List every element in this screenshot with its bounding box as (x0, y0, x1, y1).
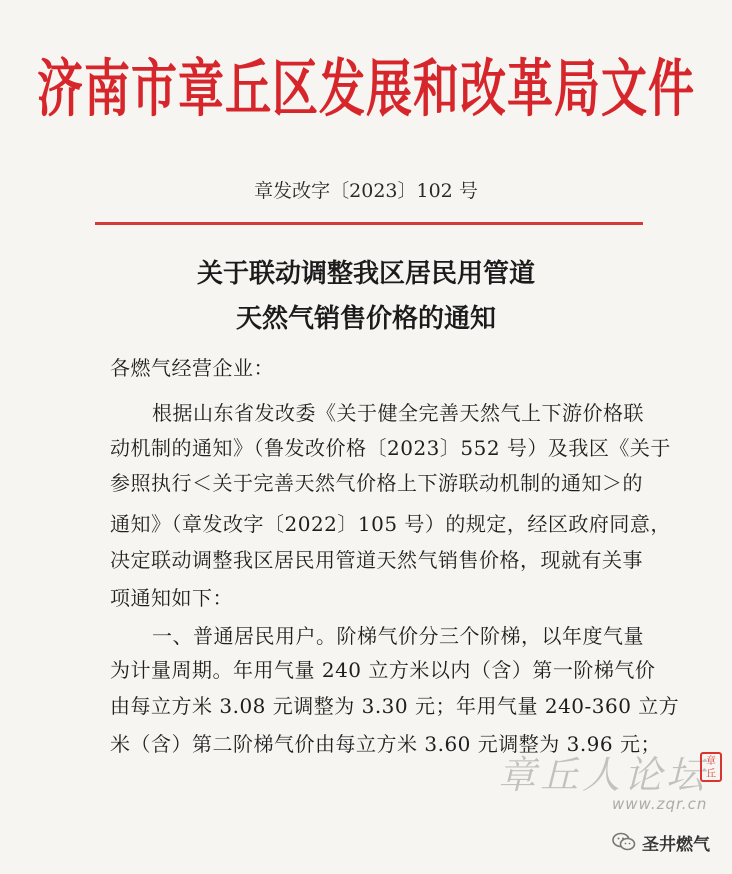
body-line: 项通知如下： (110, 586, 233, 610)
body-line: 通知》（章发改字〔2022〕105 号）的规定，经区政府同意， (110, 512, 671, 536)
body-line: 米（含）第二阶梯气价由每立方米 3.60 元调整为 3.96 元； (110, 732, 661, 756)
account-attribution (612, 829, 710, 855)
body-line: 动机制的通知》（鲁发改价格〔2023〕552 号）及我区《关于 (110, 436, 671, 460)
document-title-line-1: 关于联动调整我区居民用管道 (196, 259, 535, 289)
body-line: 由每立方米 3.08 元调整为 3.30 元；年用气量 240-360 立方 (110, 694, 680, 718)
body-line: 根据山东省发改委《关于健全完善天然气上下游价格联 (152, 401, 644, 425)
document-masthead: 济南市章丘区发展和改革局文件 (37, 52, 695, 126)
watermark-url: www.zqr.cn (612, 795, 708, 813)
watermark-seal: 章丘 (700, 752, 722, 782)
document-title-line-2: 天然气销售价格的通知 (235, 304, 496, 334)
wechat-icon (612, 832, 636, 852)
body-line: 参照执行＜关于完善天然气价格上下游联动机制的通知＞的 (110, 471, 643, 495)
red-divider-line (95, 222, 643, 225)
body-line: 决定联动调整我区居民用管道天然气销售价格，现就有关事 (110, 548, 643, 572)
salutation: 各燃气经营企业： (110, 356, 274, 380)
account-name: 圣井燃气 (642, 834, 710, 855)
body-line: 为计量周期。年用气量 240 立方米以内（含）第一阶梯气价 (110, 658, 656, 682)
body-line: 一、普通居民用户。阶梯气价分三个阶梯，以年度气量 (152, 624, 644, 648)
forum-watermark: 章丘人论坛 (498, 753, 709, 797)
document-number: 章发改字〔2023〕102 号 (254, 180, 478, 202)
